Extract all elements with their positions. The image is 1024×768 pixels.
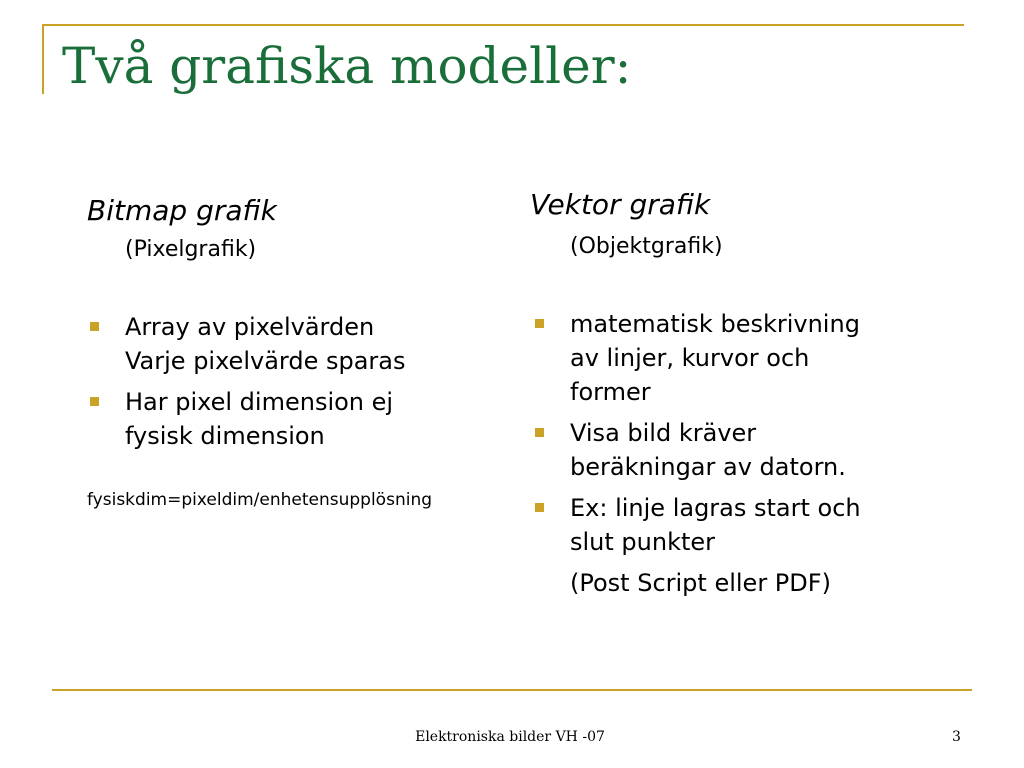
square-bullet-icon <box>90 322 99 331</box>
bullet-text-line: Ex: linje lagras start och <box>570 494 861 522</box>
bullet-text-line: former <box>570 378 651 406</box>
right-column-subheading: (Objektgrafik) <box>570 234 723 259</box>
list-item <box>87 385 507 453</box>
left-column-subheading: (Pixelgrafik) <box>125 237 257 262</box>
right-bullet-list <box>532 307 962 566</box>
bullet-text-line: Har pixel dimension ej <box>125 388 394 416</box>
square-bullet-icon <box>90 397 99 406</box>
bullet-text-line: av linjer, kurvor och <box>570 344 810 372</box>
square-bullet-icon <box>535 503 544 512</box>
square-bullet-icon <box>535 319 544 328</box>
right-column-heading: Vektor grafik <box>530 188 711 221</box>
format-examples-note: (Post Script eller PDF) <box>570 569 831 597</box>
left-bullet-list <box>87 310 507 460</box>
footer-rule <box>52 689 972 691</box>
bullet-text-line: Visa bild kräver <box>570 419 757 447</box>
bullet-text-line: Array av pixelvärden <box>125 313 375 341</box>
list-item <box>532 416 962 484</box>
list-item <box>532 491 962 559</box>
top-accent-rule <box>42 24 964 26</box>
left-accent-rule <box>42 24 44 94</box>
bullet-text-line: Varje pixelvärde sparas <box>125 347 406 375</box>
footer-text: Elektroniska bilder VH -07 <box>415 729 605 745</box>
list-item <box>532 307 962 409</box>
resolution-formula: fysiskdim=pixeldim/enhetensupplösning <box>87 490 433 510</box>
left-column-heading: Bitmap grafik <box>87 194 277 227</box>
bullet-text-line: matematisk beskrivning <box>570 310 860 338</box>
page-number: 3 <box>952 729 961 745</box>
bullet-text-line: slut punkter <box>570 528 716 556</box>
slide-title: Två grafiska modeller: <box>62 37 632 95</box>
bullet-text-line: fysisk dimension <box>125 422 325 450</box>
list-item <box>87 310 507 378</box>
square-bullet-icon <box>535 428 544 437</box>
bullet-text-line: beräkningar av datorn. <box>570 453 846 481</box>
